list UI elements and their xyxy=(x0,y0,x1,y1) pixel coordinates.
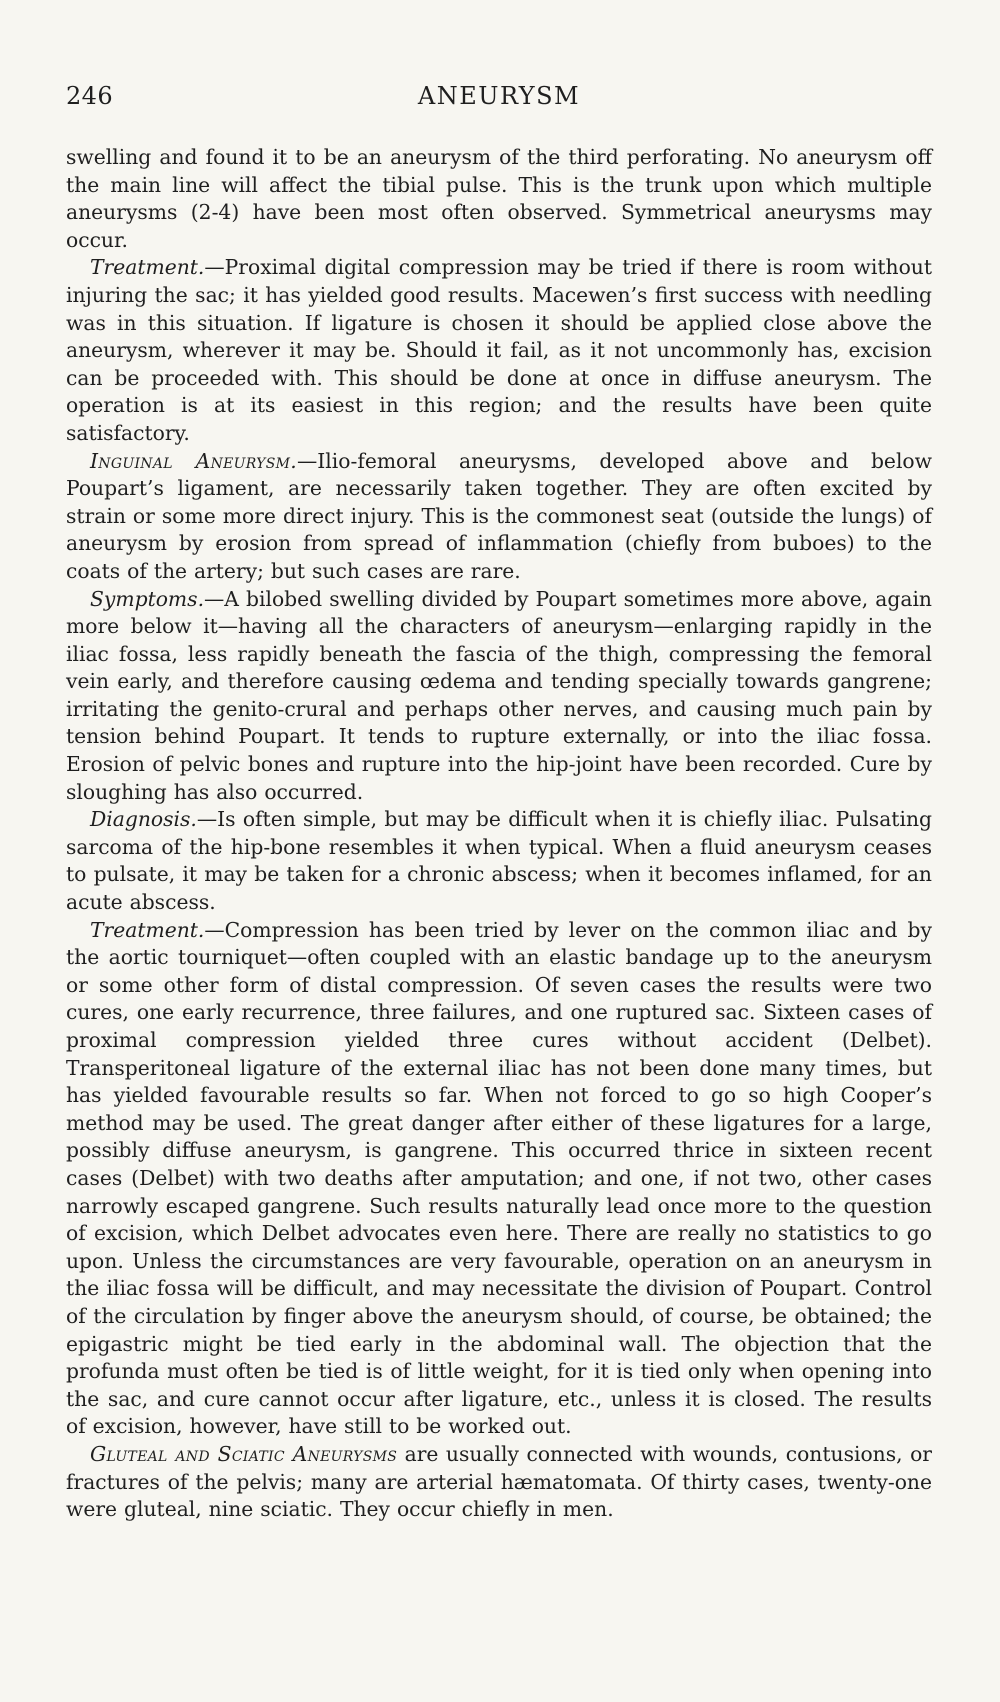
body-text xyxy=(66,144,932,1524)
paragraph-text: —A bilobed swelling divided by Poupart sometimes more above, again more below it—having all the characters of aneurysm—enlarging rapidly in the iliac fossa, less rapidly beneath the fascia of the thigh, compressing the femoral vein early, and therefore causing œdema and tending specially towards gangrene; irritating the genito-crural and perhaps other nerves, and causing much pain by tension behind Poupart. It tends to rupture externally, or into the iliac fossa. Erosion of pelvic bones and rupture into the hip-joint have been recorded. Cure by sloughing has also occurred. xyxy=(66,586,932,804)
section-heading-diagnosis: Diagnosis. xyxy=(90,807,197,832)
section-heading-gluteal-sciatic-aneurysms: Gluteal and Sciatic Aneurysms xyxy=(90,1441,398,1466)
paragraph xyxy=(66,448,932,586)
section-heading-treatment: Treatment. xyxy=(90,255,205,280)
paragraph-text: —Ilio-femoral aneurysms, developed above and below Poupart’s ligament, are necessarily taken together. They are often excited by strain or some more direct injury. This is the commonest seat (outside the lungs) of aneurysm by erosion from spread of inflammation (chiefly from buboes) to the coats of the artery; but such cases are rare. xyxy=(66,448,932,583)
paragraph xyxy=(66,806,932,916)
running-head: ANEURYSM xyxy=(417,82,581,110)
paragraph-text: —Proximal digital compression may be tried if there is room without injuring the sac; it has yielded good results. Macewen’s first success with needling was in this situation. If ligature is chosen it should be applied close above the aneurysm, wherever it may be. Should it fail, as it not uncommonly has, excision can be proceeded with. This should be done at once in diffuse aneurysm. The operation is at its easiest in this region; and the results have been quite satisfactory. xyxy=(66,255,932,445)
paragraph-text: are usually connected with wounds, contusions, or fractures of the pelvis; many are arterial hæmatomata. Of thirty cases, twenty-one were gluteal, nine sciatic. They occur chiefly in men. xyxy=(66,1441,932,1522)
page-number: 246 xyxy=(66,82,114,110)
paragraph xyxy=(66,586,932,807)
paragraph-text: swelling and found it to be an aneurysm of the third perforating. No aneurysm off the main line will affect the tibial pulse. This is the trunk upon which multiple aneurysms (2-4) have been most often observed. Symmetrical aneurysms may occur. xyxy=(66,145,932,252)
paragraph xyxy=(66,917,932,1441)
section-heading-treatment: Treatment. xyxy=(90,917,205,942)
section-heading-symptoms: Symptoms. xyxy=(90,586,205,611)
paragraph xyxy=(66,1441,932,1524)
paragraph-text: —Compression has been tried by lever on the common iliac and by the aortic tourniquet—often coupled with an elastic bandage up to the aneurysm or some other form of distal compression. Of seven cases the results were two cures, one early recurrence, three failures, and one ruptured sac. Sixteen cases of proximal compression yielded three cures without accident (Delbet). Transperitoneal ligature of the external iliac has not been done many times, but has yielded favourable results so far. When not forced to go so high Cooper’s method may be used. The great danger after either of these ligatures for a large, possibly diffuse aneurysm, is gangrene. This occurred thrice in sixteen recent cases (Delbet) with two deaths after amputation; and one, if not two, other cases narrowly escaped gangrene. Such results naturally lead once more to the question of excision, which Delbet advocates even here. There are really no statistics to go upon. Unless the circumstances are very favourable, operation on an aneurysm in the iliac fossa will be difficult, and may necessitate the division of Poupart. Control of the circulation by finger above the aneurysm should, of course, be obtained; the epigastric might be tied early in the abdominal wall. The objection that the profunda must often be tied is of little weight, for it is tied only when opening into the sac, and cure cannot occur after ligature, etc., unless it is closed. The results of excision, however, have still to be worked out. xyxy=(66,917,932,1439)
paragraph-text: —Is often simple, but may be difficult when it is chiefly iliac. Pulsating sarcoma of the hip-bone resembles it when typical. When a fluid aneurysm ceases to pulsate, it may be taken for a chronic abscess; when it becomes inflamed, for an acute abscess. xyxy=(66,807,932,915)
paragraph xyxy=(66,254,932,447)
section-heading-inguinal-aneurysm: Inguinal Aneurysm. xyxy=(90,448,297,473)
paragraph xyxy=(66,144,932,254)
page-header xyxy=(66,82,932,122)
